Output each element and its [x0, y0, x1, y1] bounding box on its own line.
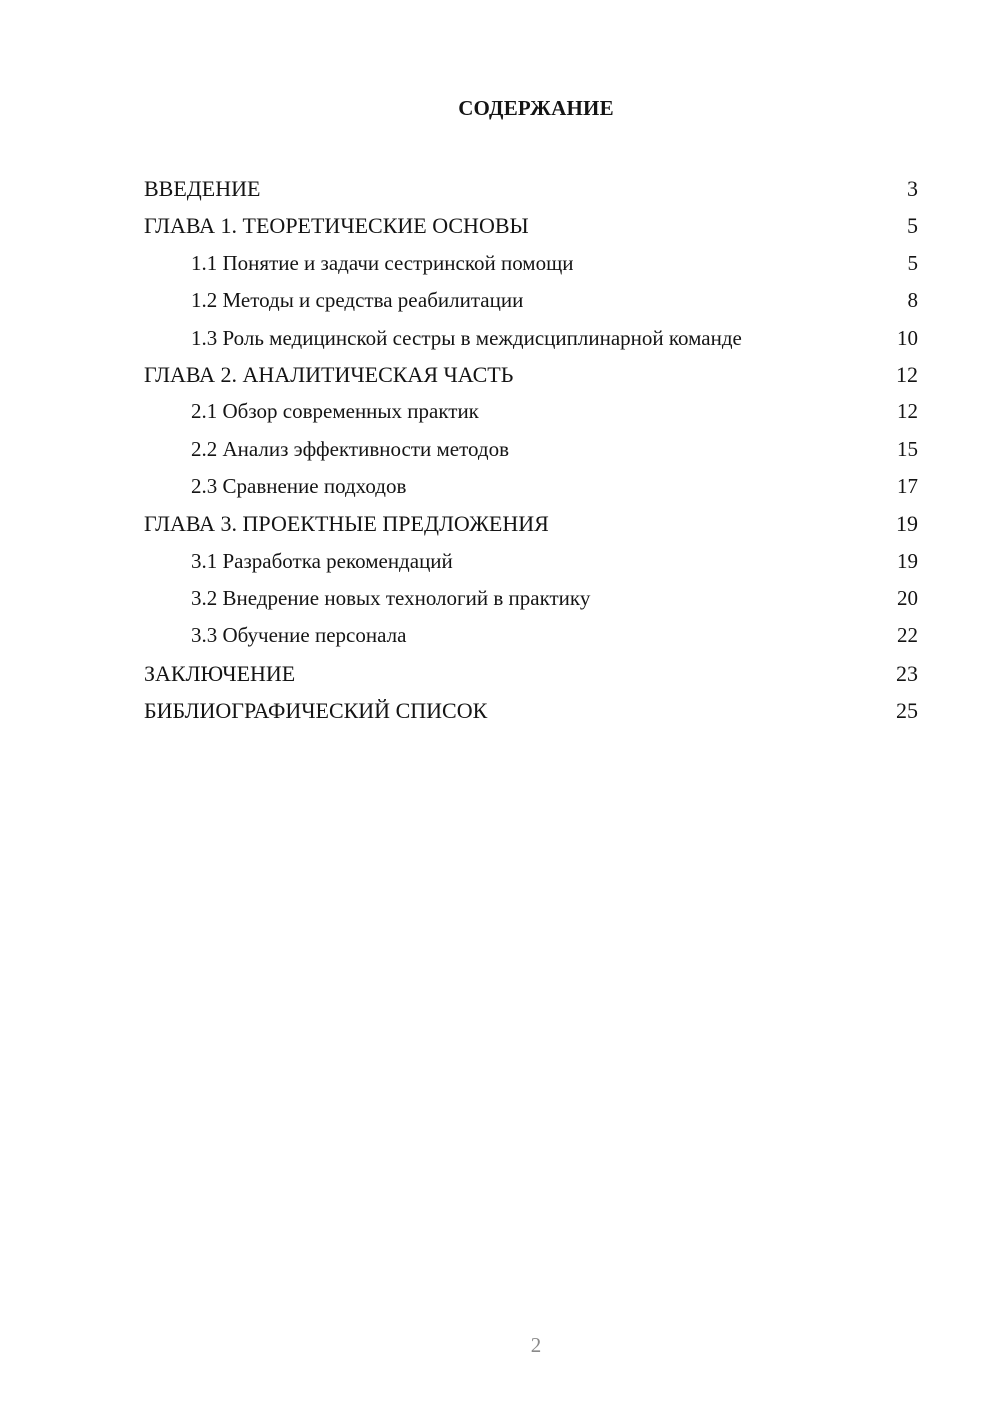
toc-entry-page: 12 [896, 362, 918, 388]
toc-entry-page: 3 [907, 176, 918, 201]
toc-entry-page: 8 [907, 287, 918, 312]
toc-entry-label: 2.3 Сравнение подходов [191, 474, 407, 499]
table-of-contents [144, 170, 918, 729]
toc-entry-page: 17 [897, 474, 918, 499]
toc-entry-section-2-2 [144, 431, 918, 468]
toc-entry-section-1-3 [144, 319, 918, 356]
toc-entry-page: 22 [897, 623, 918, 648]
toc-entry-page: 25 [896, 697, 918, 723]
toc-entry-label: ГЛАВА 2. АНАЛИТИЧЕСКАЯ ЧАСТЬ [144, 362, 514, 388]
toc-entry-page: 12 [897, 399, 918, 424]
toc-entry-label: БИБЛИОГРАФИЧЕСКИЙ СПИСОК [144, 697, 488, 723]
toc-entry-label: 1.1 Понятие и задачи сестринской помощи [191, 250, 574, 275]
toc-entry-page: 5 [907, 213, 918, 239]
toc-entry-bibliography [144, 692, 918, 729]
toc-entry-page: 19 [897, 548, 918, 573]
toc-entry-page: 23 [896, 660, 918, 686]
toc-entry-page: 5 [907, 250, 918, 275]
toc-entry-section-3-2 [144, 580, 918, 617]
page-title: СОДЕРЖАНИЕ [458, 96, 614, 120]
toc-entry-section-3-3 [144, 617, 918, 654]
toc-entry-page: 20 [897, 585, 918, 610]
toc-entry-label: 2.2 Анализ эффективности методов [191, 436, 509, 461]
toc-entry-label: ГЛАВА 3. ПРОЕКТНЫЕ ПРЕДЛОЖЕНИЯ [144, 511, 549, 537]
toc-entry-chapter-2 [144, 356, 918, 393]
toc-entry-label: ЗАКЛЮЧЕНИЕ [144, 660, 296, 686]
toc-entry-chapter-3 [144, 505, 918, 542]
toc-entry-label: 3.1 Разработка рекомендаций [191, 548, 453, 573]
toc-entry-label: 1.3 Роль медицинской сестры в междисциплинарной команде [191, 326, 742, 351]
toc-entry-label: 3.2 Внедрение новых технологий в практику [191, 585, 591, 610]
toc-entry-section-2-1 [144, 393, 918, 430]
toc-entry-section-1-2 [144, 282, 918, 319]
toc-entry-section-1-1 [144, 245, 918, 282]
toc-entry-label: 2.1 Обзор современных практик [191, 399, 479, 424]
toc-entry-label: ВВЕДЕНИЕ [144, 176, 261, 201]
toc-entry-label: 1.2 Методы и средства реабилитации [191, 287, 524, 312]
toc-entry-introduction [144, 170, 918, 207]
toc-entry-chapter-1 [144, 207, 918, 244]
toc-entry-page: 15 [897, 436, 918, 461]
toc-entry-label: 3.3 Обучение персонала [191, 623, 407, 648]
toc-entry-label: ГЛАВА 1. ТЕОРЕТИЧЕСКИЕ ОСНОВЫ [144, 213, 529, 239]
toc-entry-section-2-3 [144, 468, 918, 505]
toc-entry-conclusion [144, 655, 918, 692]
toc-entry-page: 10 [897, 326, 918, 351]
toc-entry-section-3-1 [144, 543, 918, 580]
page-number: 2 [530, 1333, 542, 1357]
toc-entry-page: 19 [896, 511, 918, 537]
